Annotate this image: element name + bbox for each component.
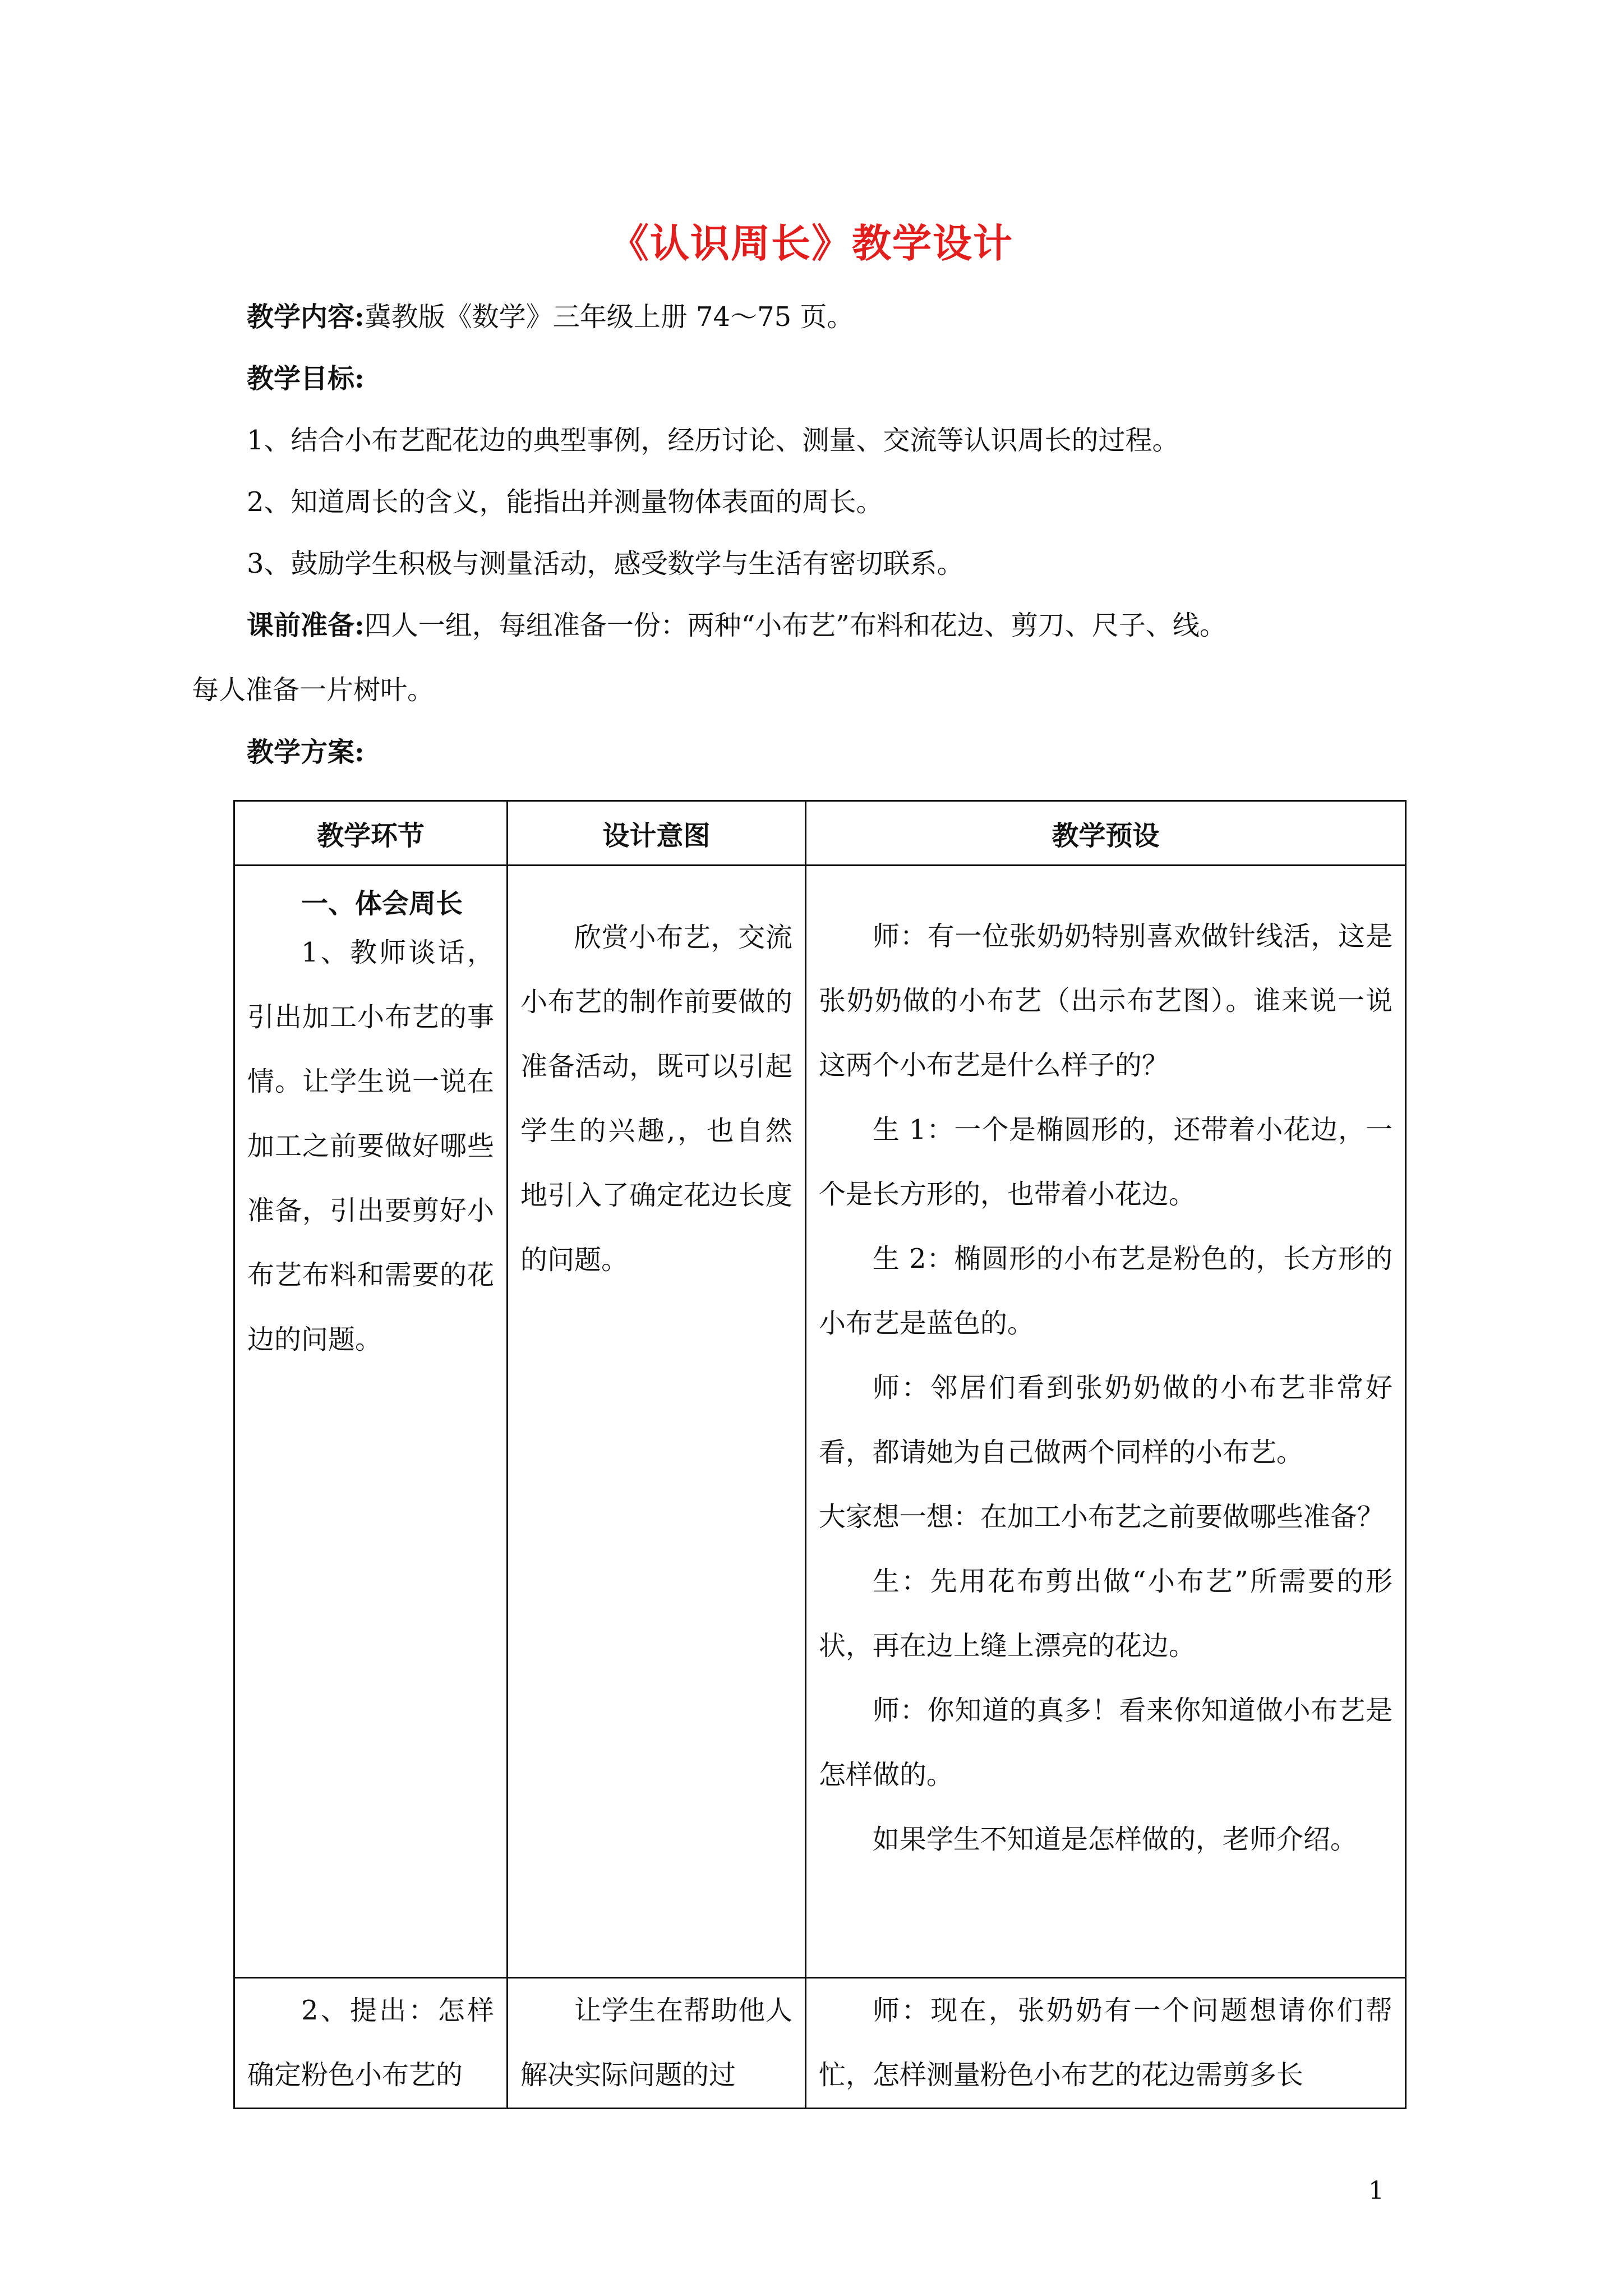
preset-paragraph: 生 1：一个是椭圆形的，还带着小花边，一个是长方形的，也带着小花边。 [818, 1114, 1393, 1210]
teaching-content [247, 286, 1391, 348]
preset-paragraph: 生 2：椭圆形的小布艺是粉色的，长方形的小布艺是蓝色的。 [818, 1243, 1393, 1339]
intent-cell [508, 866, 806, 1978]
teaching-content-text: 冀教版《数学》三年级上册 74～75 页。 [364, 301, 854, 333]
goal-item-1: 1、结合小布艺配花边的典型事例，经历讨论、测量、交流等认识周长的过程。 [247, 425, 1179, 456]
header-teaching-stage: 教学环节 [234, 801, 508, 866]
preset-paragraph: 如果学生不知道是怎样做的，老师介绍。 [872, 1824, 1357, 1855]
goal-item-3: 3、鼓励学生积极与测量活动，感受数学与生活有密切联系。 [247, 548, 964, 579]
table-row [234, 866, 1406, 1978]
preset-paragraph: 师：邻居们看到张奶奶做的小布艺非常好看，都请她为自己做两个同样的小布艺。 [818, 1372, 1393, 1468]
preset-paragraph: 师：现在，张奶奶有一个问题想请你们帮忙，怎样测量粉色小布艺的花边需剪多长 [818, 1995, 1393, 2091]
preset-paragraph: 师：有一位张奶奶特别喜欢做针线活，这是张奶奶做的小布艺（出示布艺图）。谁来说一说这两个小布艺是什么样子的？ [818, 921, 1393, 1081]
preparation-text: 四人一组，每组准备一份：两种“小布艺”布料和花边、剪刀、尺子、线。 [364, 610, 1227, 641]
page-number: 1 [1368, 2177, 1384, 2205]
goal-item-2: 2、知道周长的含义，能指出并测量物体表面的周长。 [247, 486, 883, 518]
stage-text: 1、教师谈话，引出加工小布艺的事情。让学生说一说在加工之前要做好哪些准备，引出要剪好小布艺布料和需要的花边的问题。 [247, 937, 494, 1355]
stage-cell [234, 1978, 508, 2109]
table-header-row [234, 801, 1406, 866]
presets-cell [805, 866, 1405, 1978]
presets-cell [805, 1978, 1405, 2109]
teaching-content-label: 教学内容: [247, 301, 365, 333]
intent-text: 欣赏小布艺，交流小布艺的制作前要做的准备活动，既可以引起学生的兴趣,，也自然地引入了确定花边长度的问题。 [520, 922, 792, 1276]
preset-paragraph: 大家想一想：在加工小布艺之前要做哪些准备？ [818, 1501, 1384, 1533]
preparation-continued: 每人准备一片树叶。 [192, 674, 435, 706]
header-teaching-presets: 教学预设 [805, 801, 1405, 866]
document-title: 《认识周长》教学设计 [610, 220, 1013, 266]
teaching-goals-label: 教学目标: [247, 363, 365, 394]
intent-cell [508, 1978, 806, 2109]
stage-text: 2、提出：怎样确定粉色小布艺的 [247, 1995, 494, 2091]
teaching-plan-table [233, 800, 1407, 2109]
intent-text: 让学生在帮助他人解决实际问题的过 [520, 1995, 792, 2091]
pre-class-preparation [192, 593, 1391, 723]
header-design-intent: 设计意图 [508, 801, 806, 866]
preparation-label: 课前准备: [247, 610, 365, 641]
preset-paragraph: 师：你知道的真多！看来你知道做小布艺是怎样做的。 [818, 1695, 1393, 1791]
preset-paragraph: 生：先用花布剪出做“小布艺”所需要的形状，再在边上缝上漂亮的花边。 [818, 1566, 1393, 1662]
teaching-plan-label: 教学方案: [247, 737, 365, 768]
stage-cell [234, 866, 508, 1978]
table-row [234, 1978, 1406, 2109]
stage-heading: 一、体会周长 [301, 888, 463, 919]
